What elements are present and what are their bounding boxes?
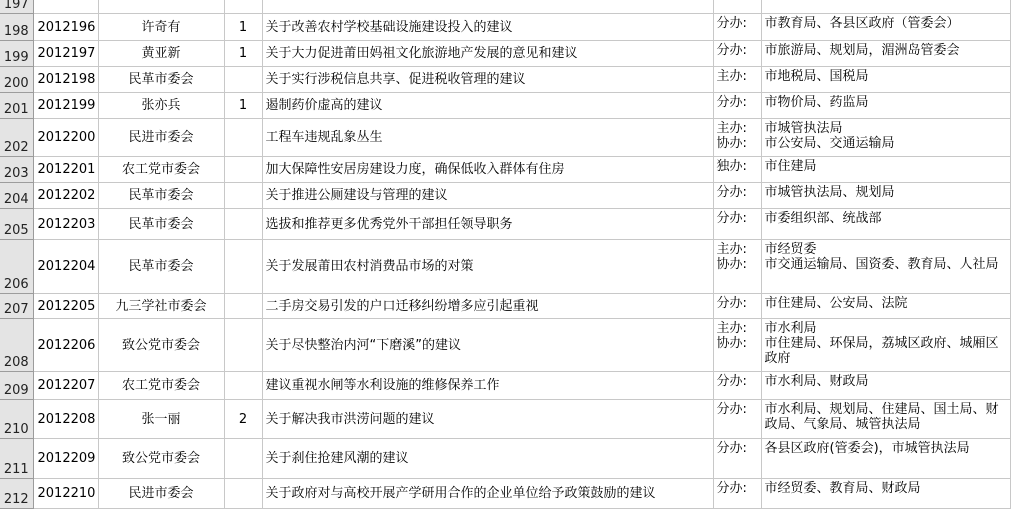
table-row[interactable] [0,240,1010,294]
cell-title[interactable]: 关于尽快整治内河“下磨溪”的建议 [262,319,713,372]
handling-type-label: 协办: [716,336,747,351]
cell-departments[interactable] [761,93,1010,119]
cell-count[interactable] [224,294,262,319]
cell-departments[interactable] [761,439,1010,479]
handling-type-label: 分办: [716,43,747,58]
table-row[interactable] [0,157,1010,183]
cell-proposer[interactable]: 民革市委会 [98,67,224,93]
row-header[interactable]: 209 [0,372,33,400]
cell-title[interactable]: 关于改善农村学校基础设施建设投入的建议 [262,14,713,41]
cell-handling-type[interactable] [713,93,761,119]
cell-departments[interactable] [761,0,1010,14]
cell-code[interactable]: 2012199 [33,93,98,119]
department-list: 市经贸委、教育局、财政局 [764,481,921,496]
row-header[interactable]: 204 [0,183,33,209]
cell-departments[interactable] [761,209,1010,240]
cell-handling-type[interactable] [713,209,761,240]
table-row[interactable] [0,439,1010,479]
cell-title[interactable]: 关于政府对与高校开展产学研用合作的企业单位给予政策鼓励的建议 [262,479,713,509]
table-row[interactable] [0,119,1010,157]
cell-title[interactable] [262,0,713,14]
cell-proposer[interactable] [98,0,224,14]
row-header[interactable]: 205 [0,209,33,240]
department-list: 市教育局、各县区政府（管委会） [764,16,960,31]
cell-count[interactable]: 1 [224,41,262,67]
row-header[interactable]: 212 [0,479,33,509]
handling-type-label: 主办: [716,321,747,336]
cell-count[interactable] [224,319,262,372]
handling-type-label: 分办: [716,296,747,311]
department-list: 市旅游局、规划局，湄洲岛管委会 [764,43,960,58]
cell-title[interactable]: 工程车违规乱象丛生 [262,119,713,157]
department-list: 市城管执法局 [764,121,843,136]
row-header[interactable]: 203 [0,157,33,183]
cell-code[interactable]: 2012208 [33,400,98,439]
handling-type-label: 协办: [716,136,747,151]
cell-count[interactable]: 1 [224,93,262,119]
cell-code[interactable]: 2012200 [33,119,98,157]
cell-departments[interactable] [761,372,1010,400]
handling-type-label: 独办: [716,159,747,174]
cell-code[interactable]: 2012203 [33,209,98,240]
cell-title[interactable]: 建议重视水闸等水利设施的维修保养工作 [262,372,713,400]
cell-proposer[interactable]: 民进市委会 [98,119,224,157]
cell-proposer[interactable]: 张亦兵 [98,93,224,119]
department-list: 市交通运输局、国资委、教育局、人社局 [764,257,999,272]
cell-handling-type[interactable] [713,157,761,183]
cell-count[interactable] [224,183,262,209]
cell-count[interactable] [224,119,262,157]
handling-type-label: 主办: [716,69,747,84]
handling-type-label: 主办: [716,242,747,257]
cell-code[interactable]: 2012198 [33,67,98,93]
cell-proposer[interactable]: 九三学社市委会 [98,294,224,319]
row-header[interactable]: 206 [0,240,33,294]
cell-count[interactable] [224,209,262,240]
cell-handling-type[interactable] [713,183,761,209]
row-header[interactable]: 200 [0,67,33,93]
cell-count[interactable]: 1 [224,14,262,41]
department-list: 市水利局、财政局 [764,374,869,389]
cell-proposer[interactable]: 民革市委会 [98,240,224,294]
cell-handling-type[interactable] [713,240,761,294]
cell-proposer[interactable]: 民进市委会 [98,479,224,509]
table-row[interactable] [0,93,1010,119]
cell-title[interactable]: 关于推进公厕建设与管理的建议 [262,183,713,209]
department-list: 市公安局、交通运输局 [764,136,895,151]
row-header[interactable]: 197 [0,0,33,14]
cell-code[interactable]: 2012196 [33,14,98,41]
table-row[interactable] [0,14,1010,41]
row-header[interactable]: 202 [0,119,33,157]
row-header[interactable]: 211 [0,439,33,479]
cell-code[interactable]: 2012210 [33,479,98,509]
cell-code[interactable]: 2012206 [33,319,98,372]
table-row[interactable] [0,479,1010,509]
cell-handling-type[interactable] [713,319,761,372]
cell-handling-type[interactable] [713,0,761,14]
cell-departments[interactable] [761,67,1010,93]
row-header[interactable]: 207 [0,294,33,319]
cell-departments[interactable] [761,400,1010,439]
cell-proposer[interactable]: 农工党市委会 [98,372,224,400]
handling-type-label: 分办: [716,374,747,389]
table-row[interactable] [0,41,1010,67]
table-row[interactable] [0,183,1010,209]
cell-title[interactable]: 选拔和推荐更多优秀党外干部担任领导职务 [262,209,713,240]
department-list: 市住建局、公安局、法院 [764,296,908,311]
handling-type-label: 分办: [716,211,747,226]
department-list: 市水利局、规划局、住建局、国土局、财政局、气象局、城管执法局 [764,402,999,432]
row-header[interactable]: 201 [0,93,33,119]
department-list: 市水利局 [764,321,817,336]
cell-code[interactable]: 2012197 [33,41,98,67]
cell-proposer[interactable]: 黄亚新 [98,41,224,67]
cell-code[interactable]: 2012201 [33,157,98,183]
cell-departments[interactable] [761,240,1010,294]
table-row[interactable] [0,319,1010,372]
handling-type-label: 分办: [716,16,747,31]
cell-count[interactable] [224,439,262,479]
cell-departments[interactable] [761,14,1010,41]
cell-code[interactable]: 2012204 [33,240,98,294]
table-row[interactable] [0,0,1010,14]
cell-count[interactable]: 2 [224,400,262,439]
cell-handling-type[interactable] [713,479,761,509]
row-header[interactable]: 208 [0,319,33,372]
table-row[interactable] [0,209,1010,240]
table-row[interactable] [0,372,1010,400]
cell-proposer[interactable]: 许奇有 [98,14,224,41]
row-header[interactable]: 198 [0,14,33,41]
handling-type-label: 分办: [716,402,747,417]
cell-count[interactable] [224,372,262,400]
cell-handling-type[interactable] [713,294,761,319]
cell-count[interactable] [224,240,262,294]
cell-departments[interactable] [761,41,1010,67]
cell-title[interactable]: 遏制药价虚高的建议 [262,93,713,119]
table-row[interactable] [0,67,1010,93]
department-list: 市委组织部、统战部 [764,211,882,226]
cell-handling-type[interactable] [713,372,761,400]
department-list: 市住建局、环保局，荔城区政府、城厢区政府 [764,336,999,366]
row-header[interactable]: 210 [0,400,33,439]
cell-code[interactable]: 2012209 [33,439,98,479]
cell-departments[interactable] [761,183,1010,209]
handling-type-label: 分办: [716,481,747,496]
department-list: 市物价局、药监局 [764,95,869,110]
cell-proposer[interactable]: 农工党市委会 [98,157,224,183]
department-list: 市城管执法局、规划局 [764,185,895,200]
cell-count[interactable] [224,67,262,93]
cell-departments[interactable] [761,157,1010,183]
handling-type-label: 主办: [716,121,747,136]
cell-count[interactable] [224,157,262,183]
table-row[interactable] [0,294,1010,319]
cell-proposer[interactable]: 民革市委会 [98,183,224,209]
department-list: 市住建局 [764,159,817,174]
cell-handling-type[interactable] [713,119,761,157]
cell-departments[interactable] [761,294,1010,319]
cell-title[interactable]: 关于刹住抢建风潮的建议 [262,439,713,479]
row-header[interactable]: 199 [0,41,33,67]
cell-departments[interactable] [761,479,1010,509]
cell-departments[interactable] [761,319,1010,372]
cell-code[interactable] [33,0,98,14]
table-row[interactable] [0,400,1010,439]
cell-code[interactable]: 2012202 [33,183,98,209]
cell-title[interactable]: 关于解决我市洪涝问题的建议 [262,400,713,439]
cell-proposer[interactable]: 张一丽 [98,400,224,439]
cell-title[interactable]: 二手房交易引发的户口迁移纠纷增多应引起重视 [262,294,713,319]
cell-title[interactable]: 关于大力促进莆田妈祖文化旅游地产发展的意见和建议 [262,41,713,67]
department-list: 市经贸委 [764,242,817,257]
cell-title[interactable]: 加大保障性安居房建设力度，确保低收入群体有住房 [262,157,713,183]
cell-code[interactable]: 2012207 [33,372,98,400]
cell-handling-type[interactable] [713,400,761,439]
cell-title[interactable]: 关于实行涉税信息共享、促进税收管理的建议 [262,67,713,93]
cell-handling-type[interactable] [713,439,761,479]
cell-handling-type[interactable] [713,41,761,67]
cell-count[interactable] [224,0,262,14]
cell-proposer[interactable]: 致公党市委会 [98,439,224,479]
handling-type-label: 分办: [716,185,747,200]
handling-type-label: 分办: [716,441,747,456]
handling-type-label: 协办: [716,257,747,272]
cell-proposer[interactable]: 民革市委会 [98,209,224,240]
cell-title[interactable]: 关于发展莆田农村消费品市场的对策 [262,240,713,294]
cell-handling-type[interactable] [713,67,761,93]
cell-handling-type[interactable] [713,14,761,41]
department-list: 市地税局、国税局 [764,69,869,84]
cell-departments[interactable] [761,119,1010,157]
cell-code[interactable]: 2012205 [33,294,98,319]
cell-count[interactable] [224,479,262,509]
handling-type-label: 分办: [716,95,747,110]
cell-proposer[interactable]: 致公党市委会 [98,319,224,372]
department-list: 各县区政府(管委会)，市城管执法局 [764,441,970,456]
